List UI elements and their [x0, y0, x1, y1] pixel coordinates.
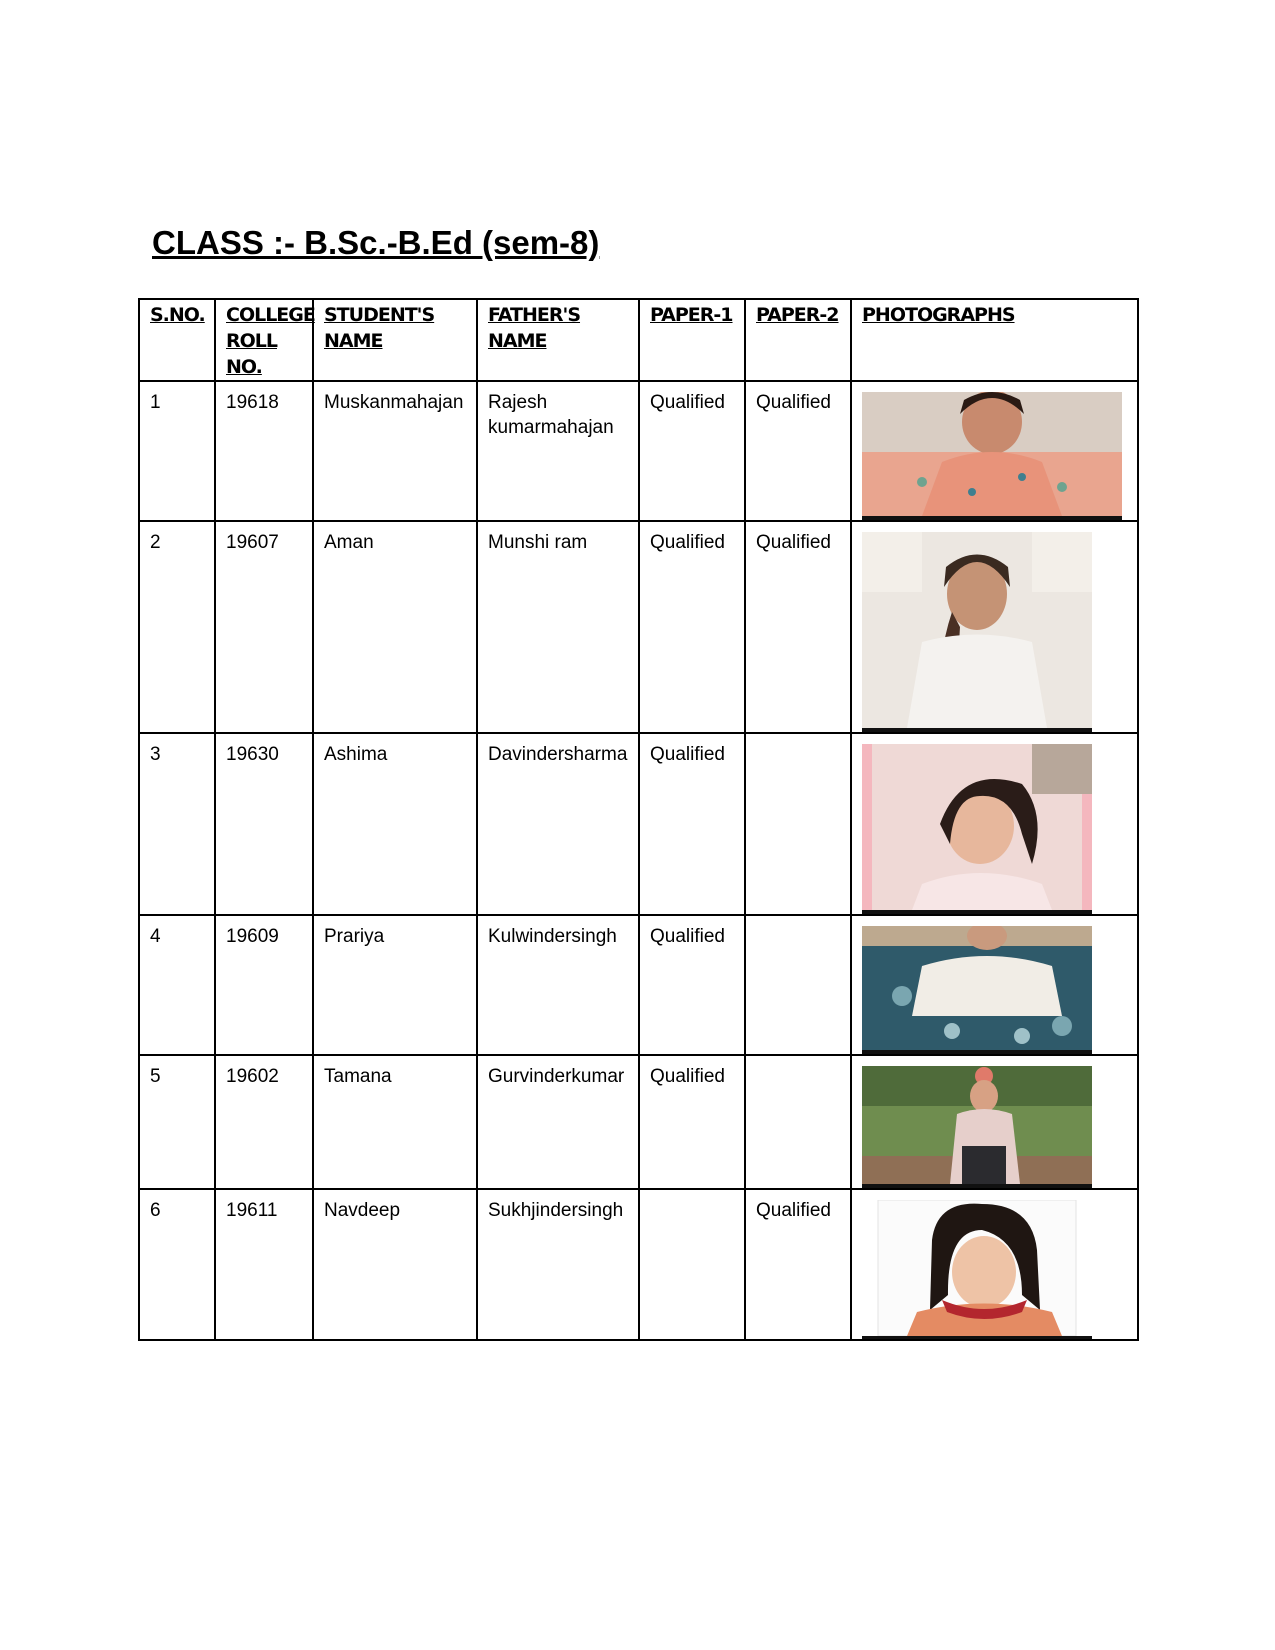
cell-paper-1: Qualified	[639, 733, 745, 915]
header-roll-no: COLLEGE ROLL NO.	[215, 299, 313, 381]
header-father-name: FATHER'S NAME	[477, 299, 639, 381]
student-photo-icon	[862, 1200, 1092, 1339]
cell-paper-2	[745, 733, 851, 915]
cell-roll-no: 19618	[215, 381, 313, 521]
table-row	[139, 915, 1138, 1055]
cell-paper-2: Qualified	[745, 1189, 851, 1340]
student-photo-icon	[862, 1066, 1092, 1188]
student-photo-icon	[862, 926, 1092, 1054]
table-row	[139, 733, 1138, 915]
cell-student-name: Navdeep	[313, 1189, 477, 1340]
cell-sno: 2	[139, 521, 215, 733]
student-photo-icon	[862, 532, 1092, 732]
table-header-row	[139, 299, 1138, 381]
cell-paper-2	[745, 1055, 851, 1189]
results-table	[138, 298, 1139, 1341]
header-paper-2: PAPER-2	[745, 299, 851, 381]
cell-paper-2: Qualified	[745, 521, 851, 733]
cell-photo	[851, 521, 1138, 733]
cell-paper-2	[745, 915, 851, 1055]
header-paper-1: PAPER-1	[639, 299, 745, 381]
cell-father-name: Davindersharma	[477, 733, 639, 915]
page-title: CLASS :- B.Sc.-B.Ed (sem-8)	[152, 224, 600, 261]
cell-father-name: Gurvinderkumar	[477, 1055, 639, 1189]
table-row	[139, 1055, 1138, 1189]
cell-roll-no: 19609	[215, 915, 313, 1055]
cell-student-name: Tamana	[313, 1055, 477, 1189]
cell-paper-1: Qualified	[639, 381, 745, 521]
cell-roll-no: 19611	[215, 1189, 313, 1340]
cell-photo	[851, 733, 1138, 915]
cell-sno: 3	[139, 733, 215, 915]
student-photo-icon	[862, 392, 1122, 520]
student-photo-icon	[862, 744, 1092, 914]
cell-photo	[851, 915, 1138, 1055]
cell-paper-2: Qualified	[745, 381, 851, 521]
cell-father-name: Kulwindersingh	[477, 915, 639, 1055]
cell-photo	[851, 1055, 1138, 1189]
cell-paper-1	[639, 1189, 745, 1340]
cell-student-name: Prariya	[313, 915, 477, 1055]
cell-student-name: Aman	[313, 521, 477, 733]
table-row	[139, 521, 1138, 733]
cell-sno: 4	[139, 915, 215, 1055]
cell-photo	[851, 381, 1138, 521]
header-student-name: STUDENT'S NAME	[313, 299, 477, 381]
cell-student-name: Ashima	[313, 733, 477, 915]
header-photographs: PHOTOGRAPHS	[851, 299, 1138, 381]
cell-student-name: Muskanmahajan	[313, 381, 477, 521]
cell-father-name: Rajesh kumarmahajan	[477, 381, 639, 521]
cell-roll-no: 19607	[215, 521, 313, 733]
cell-paper-1: Qualified	[639, 521, 745, 733]
cell-photo	[851, 1189, 1138, 1340]
cell-sno: 1	[139, 381, 215, 521]
table-row	[139, 1189, 1138, 1340]
cell-sno: 6	[139, 1189, 215, 1340]
cell-paper-1: Qualified	[639, 915, 745, 1055]
cell-sno: 5	[139, 1055, 215, 1189]
cell-paper-1: Qualified	[639, 1055, 745, 1189]
cell-father-name: Munshi ram	[477, 521, 639, 733]
cell-roll-no: 19602	[215, 1055, 313, 1189]
cell-roll-no: 19630	[215, 733, 313, 915]
header-sno: S.NO.	[139, 299, 215, 381]
table-row	[139, 381, 1138, 521]
cell-father-name: Sukhjindersingh	[477, 1189, 639, 1340]
